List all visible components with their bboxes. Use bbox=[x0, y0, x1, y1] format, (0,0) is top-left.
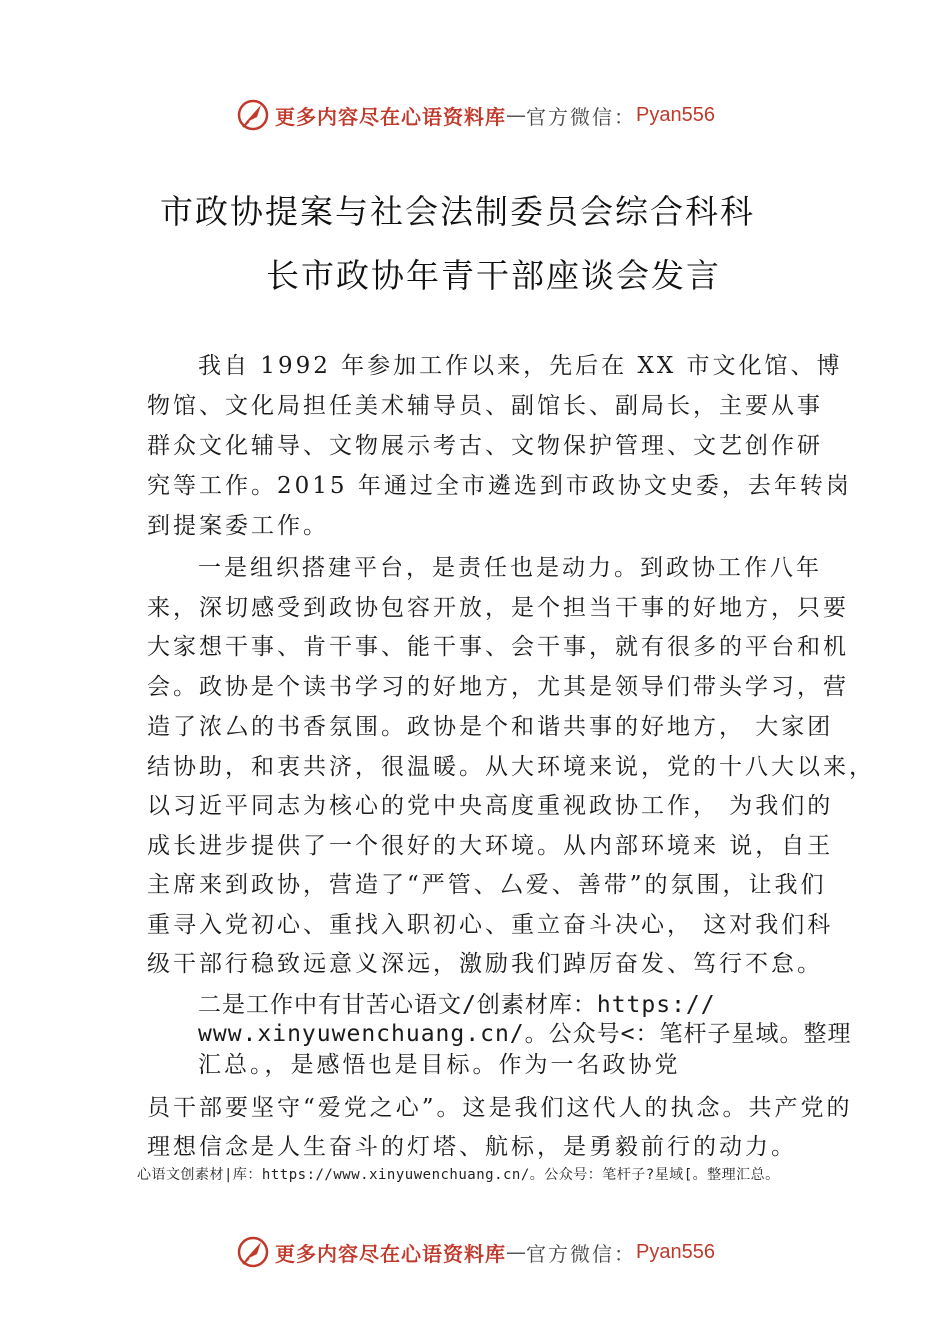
header-banner bbox=[0, 95, 950, 135]
banner-brand-text: 更多内容尽在心语资料库 bbox=[275, 1241, 507, 1266]
body-line: 我自 1992 年参加工作以来，先后在 XX 市文化馆、博 bbox=[198, 353, 843, 379]
banner-wechat-label: 官方微信： bbox=[526, 104, 637, 129]
quill-pen-icon bbox=[235, 1234, 271, 1270]
banner-dash: — bbox=[506, 103, 527, 127]
banner-wechat-id: Pyan556 bbox=[636, 103, 715, 126]
document-title-line-2: 长市政协年青干部座谈会发言 bbox=[266, 256, 721, 295]
banner-wechat-id: Pyan556 bbox=[636, 1240, 715, 1263]
banner-wechat-label: 官方微信： bbox=[526, 1241, 637, 1266]
body-line: 一是组织搭建平台，是责任也是动力。到政协工作八年 bbox=[198, 555, 822, 581]
body-line: 大家想干事、肯干事、能干事、会干事，就有很多的平台和机 bbox=[147, 634, 849, 660]
body-line: 群众文化辅导、文物展示考古、文物保护管理、文艺创作研 bbox=[147, 433, 823, 459]
body-line: 来，深切感受到政协包容开放，是个担当干事的好地方，只要 bbox=[147, 595, 849, 621]
body-line: 会。政协是个读书学习的好地方，尤其是领导们带头学习，营 bbox=[147, 674, 849, 700]
body-line: 到提案委工作。 bbox=[147, 513, 329, 539]
body-line: 重寻入党初心、重找入职初心、重立奋斗决心， 这对我们科 bbox=[147, 912, 834, 938]
body-line: 结协助，和衷共济，很温暖。从大环境来说，党的十八大以来， bbox=[147, 754, 875, 780]
body-line: 造了浓厶的书香氛围。政协是个和谐共事的好地方， 大家团 bbox=[147, 714, 834, 740]
banner-brand-text: 更多内容尽在心语资料库 bbox=[275, 104, 507, 129]
body-line: 究等工作。2015 年通过全市遴选到市政协文史委，去年转岗 bbox=[147, 473, 852, 499]
quill-pen-icon bbox=[235, 97, 271, 133]
body-line: 物馆、文化局担任美术辅导员、副馆长、副局长，主要从事 bbox=[147, 393, 823, 419]
document-title-line-1: 市政协提案与社会法制委员会综合科科 bbox=[160, 192, 755, 231]
watermark-source-line: 心语文创素材|库：https://www.xinyuwenchuang.cn/。公众号：笔杆子?星域[。整理汇总。 bbox=[137, 1167, 780, 1183]
body-line: 员干部要坚守“爱党之心”。这是我们这代人的执念。共产党的 bbox=[147, 1095, 853, 1121]
body-line: 以习近平同志为核心的党中央高度重视政协工作， 为我们的 bbox=[147, 793, 834, 819]
body-line: 成长进步提供了一个很好的大环境。从内部环境来 说，自王 bbox=[147, 833, 834, 859]
body-line: 级干部行稳致远意义深远，激励我们踔厉奋发、笃行不怠。 bbox=[147, 951, 823, 977]
body-line: 理想信念是人生奋斗的灯塔、航标，是勇毅前行的动力。 bbox=[147, 1134, 797, 1160]
body-line: 主席来到政协，营造了“严管、厶爱、善带”的氛围，让我们 bbox=[147, 872, 827, 898]
body-line: 二是工作中有甘苦心语文/创素材库：https:// bbox=[198, 992, 716, 1018]
banner-dash: — bbox=[506, 1240, 527, 1264]
footer-banner bbox=[0, 1232, 950, 1272]
body-line: 汇总。，是感悟也是目标。作为一名政协党 bbox=[198, 1052, 681, 1078]
body-line: www.xinyuwenchuang.cn/。公众号<：笔杆子星域。整理 bbox=[198, 1021, 852, 1047]
